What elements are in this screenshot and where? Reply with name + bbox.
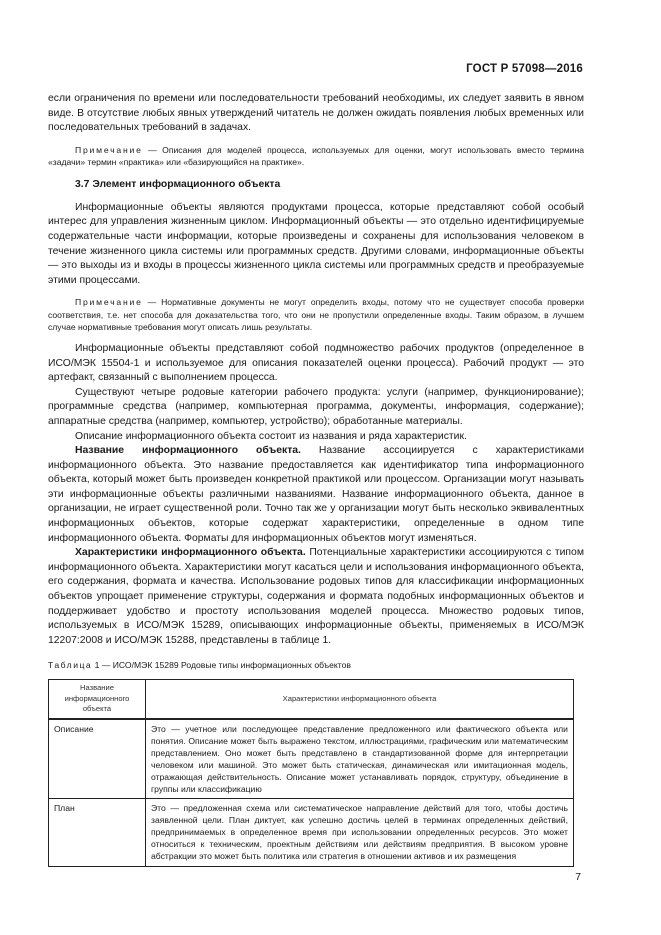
paragraph-2: Информационные объекты представляют собой подмножество рабочих продуктов (определенное в ИСО/МЭК 15504-1 и используемое для описания показателей оценки процесса). Рабочий продукт — это артефакт, связанный с выполнением процесса. — [48, 342, 584, 384]
paragraph-5 — [48, 444, 584, 546]
paragraph-6-lead: Характеристики информационного объекта. — [75, 547, 306, 559]
page-number: 7 — [575, 872, 581, 883]
table-caption — [48, 658, 584, 673]
paragraph-1: Информационные объекты являются продуктами процесса, которые представляют собой особый интерес для управления жизненным циклом. Информационный объекты — это отдельно идентифицируемые содержательные части информации, которые произведены и сохранены для использования человеком в течение жизненного цикла системы или программных средств. Другими словами, информационные объекты — это выходы из и входы в процессы жизненного цикла системы или программных средств и преобразуемые этими процессами. — [48, 201, 584, 286]
intro-paragraph: если ограничения по времени или последовательности требований необходимы, их следует заявить в явном виде. В отсутствие любых явных утверждений читатель не должен ожидать появления любых временных или последовательных требований в задачах. — [48, 93, 584, 134]
table-cell-name: Описание — [49, 719, 146, 799]
note-2-text: — Нормативные документы не могут определить входы, потому что не существует способа проверки соответствия, т.е. нет способа для доказательства того, что они не пропустили определенные входы. Таким образом, в лучшем случае нормативные требования могут описать лишь результаты. — [48, 297, 584, 332]
table-row — [49, 799, 574, 866]
table-cell-text: Это — предложенная схема или систематическое направление действий для того, чтобы достичь заявленной цели. План диктует, как успешно достичь целей в терминах определенных действий, предпринимаемых в определенное время при использовании определенных ресурсов. Это может относиться к техническим, проектным действиям или действиям предприятия. В высоком уровне абстракции это может быть политика или стратегия в отношении активов и их размещения — [146, 799, 574, 866]
section-title: 3.7 Элемент информационного объекта — [75, 179, 281, 191]
table-caption-text: 1 — ИСО/МЭК 15289 Родовые типы информационных объектов — [92, 660, 351, 671]
info-object-types-table — [48, 679, 574, 867]
paragraph-6 — [48, 546, 584, 648]
table-caption-label: Таблица — [48, 660, 93, 671]
paragraph-4: Описание информационного объекта состоит из названия и ряда характеристик. — [75, 430, 467, 442]
note-1 — [48, 144, 584, 168]
table-cell-name: План — [49, 799, 146, 866]
note-2-label: Примечание — [75, 297, 143, 308]
standard-header: ГОСТ Р 57098—2016 — [466, 63, 583, 75]
page-content — [48, 92, 584, 867]
table-header-characteristics: Характеристики информационного объекта — [146, 680, 574, 719]
table-cell-text: Это — учетное или последующее представление предложенного или фактического объекта или понятия. Описание может быть выражено текстом, иллюстрациями, графическим или математическим представлением. Оно может быть представлено в стандартизованной форме для интерпретации человеком или машиной. Это может быть статическая, динамическая или имитационная модель, отражающая действительность. Описание может устанавливать порядок, структуру, объединение в группы или классификацию — [146, 719, 574, 799]
note-1-label: Примечание — [75, 144, 143, 155]
table-header-row — [49, 680, 574, 719]
paragraph-5-lead: Название информационного объекта. — [75, 445, 301, 457]
paragraph-5-text: Название ассоциируется с характеристиками информационного объекта. Это название предоставляется как идентификатор типа информационного объекта, который может быть произведен конкретной практикой или процессом. Организации могут называть эти информационные объекты различными названиями. Название информационного объекта, данное в организации, не играет существенной роли. Точно так же у организации могут быть несколько эквивалентных информационных объектов, которые содержат характеристики, определенные в одном типе информационного объекта. Форматы для информационных объектов могут изменяться. — [48, 445, 584, 544]
note-2 — [48, 296, 584, 333]
paragraph-6-text: Потенциальные характеристики ассоциируются с типом информационного объекта. Характеристики могут касаться цели и использования информационного объекта, его содержания, формата и качества. Использование родовых типов для классификации информационных объектов упрощает применение структуры, содержания и формата подобных информационных объектов и поддерживает удобство и простоту использования моделей процесса. Множество родовых типов, используемых в ИСО/МЭК 15289, описывающих информационные объекты, применяемых в ИСО/МЭК 12207:2008 и ИСО/МЭК 15288, представлены в таблице 1. — [48, 547, 584, 646]
paragraph-3: Существуют четыре родовые категории рабочего продукта: услуги (например, функционирование); программные средства (например, компьютерная программа, документы, информация, содержание); аппаратные средства (например, компьютер, устройство); обработанные материалы. — [48, 386, 584, 427]
table-header-name: Название информационного объекта — [49, 680, 146, 719]
table-row — [49, 719, 574, 799]
note-1-text: — Описания для моделей процесса, используемых для оценки, могут использовать вместо термина «задачи» термин «практика» или «базирующийся на практике». — [48, 144, 584, 167]
